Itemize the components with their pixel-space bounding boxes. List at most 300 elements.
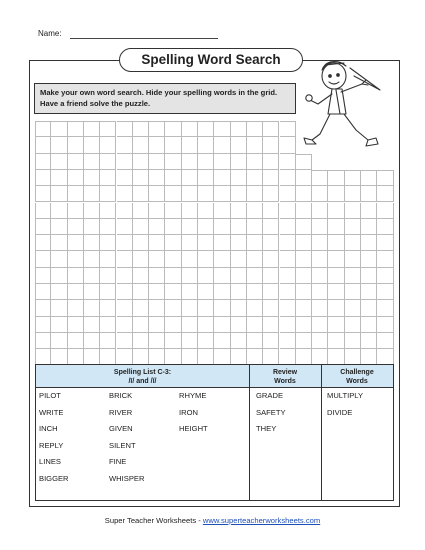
grid-cell[interactable] <box>345 284 361 300</box>
grid-cell[interactable] <box>100 317 116 333</box>
grid-cell[interactable] <box>182 268 198 284</box>
grid-cell[interactable] <box>165 186 181 202</box>
grid-cell[interactable] <box>133 154 149 170</box>
grid-cell[interactable] <box>328 186 344 202</box>
grid-cell[interactable] <box>214 251 230 267</box>
grid-cell[interactable] <box>345 235 361 251</box>
grid-cell[interactable] <box>68 186 84 202</box>
grid-cell[interactable] <box>51 300 67 316</box>
grid-cell[interactable] <box>182 284 198 300</box>
grid-cell[interactable] <box>247 154 263 170</box>
grid-cell[interactable] <box>361 333 377 349</box>
grid-cell[interactable] <box>51 186 67 202</box>
grid-cell[interactable] <box>345 333 361 349</box>
grid-cell[interactable] <box>296 219 312 235</box>
grid-cell[interactable] <box>68 251 84 267</box>
grid-cell[interactable] <box>35 317 51 333</box>
grid-cell[interactable] <box>280 251 296 267</box>
grid-cell[interactable] <box>214 333 230 349</box>
grid-cell[interactable] <box>361 170 377 186</box>
grid-cell[interactable] <box>84 219 100 235</box>
grid-cell[interactable] <box>133 170 149 186</box>
grid-cell[interactable] <box>84 137 100 153</box>
grid-cell[interactable] <box>182 186 198 202</box>
grid-cell[interactable] <box>84 268 100 284</box>
grid-cell[interactable] <box>182 300 198 316</box>
grid-cell[interactable] <box>182 219 198 235</box>
grid-cell[interactable] <box>296 300 312 316</box>
grid-cell[interactable] <box>377 284 393 300</box>
grid-cell[interactable] <box>68 170 84 186</box>
grid-cell[interactable] <box>35 268 51 284</box>
grid-cell[interactable] <box>280 121 296 137</box>
grid-cell[interactable] <box>133 284 149 300</box>
grid-cell[interactable] <box>133 219 149 235</box>
grid-cell[interactable] <box>165 203 181 219</box>
grid-cell[interactable] <box>296 268 312 284</box>
spelling-word-table <box>35 364 394 501</box>
grid-cell[interactable] <box>280 235 296 251</box>
grid-cell[interactable] <box>100 137 116 153</box>
grid-cell[interactable] <box>312 186 328 202</box>
grid-cell[interactable] <box>165 219 181 235</box>
grid-cell[interactable] <box>133 268 149 284</box>
grid-cell[interactable] <box>149 268 165 284</box>
grid-cell[interactable] <box>231 317 247 333</box>
grid-cell[interactable] <box>377 219 393 235</box>
grid-cell[interactable] <box>182 235 198 251</box>
grid-cell[interactable] <box>312 317 328 333</box>
grid-cell[interactable] <box>312 284 328 300</box>
grid-cell[interactable] <box>263 219 279 235</box>
grid-cell[interactable] <box>165 235 181 251</box>
grid-cell[interactable] <box>198 170 214 186</box>
grid-cell[interactable] <box>68 235 84 251</box>
grid-cell[interactable] <box>312 235 328 251</box>
grid-cell[interactable] <box>231 235 247 251</box>
grid-cell[interactable] <box>377 300 393 316</box>
grid-cell[interactable] <box>133 300 149 316</box>
grid-cell[interactable] <box>377 203 393 219</box>
grid-cell[interactable] <box>51 170 67 186</box>
grid-cell[interactable] <box>198 284 214 300</box>
grid-cell[interactable] <box>361 284 377 300</box>
grid-cell[interactable] <box>117 300 133 316</box>
grid-cell[interactable] <box>198 186 214 202</box>
grid-cell[interactable] <box>214 186 230 202</box>
grid-cell[interactable] <box>198 333 214 349</box>
grid-cell[interactable] <box>328 300 344 316</box>
grid-cell[interactable] <box>165 154 181 170</box>
grid-cell[interactable] <box>361 317 377 333</box>
grid-cell[interactable] <box>214 300 230 316</box>
grid-cell[interactable] <box>328 284 344 300</box>
grid-cell[interactable] <box>35 300 51 316</box>
grid-cell[interactable] <box>165 284 181 300</box>
grid-cell[interactable] <box>198 268 214 284</box>
grid-cell[interactable] <box>51 268 67 284</box>
grid-cell[interactable] <box>263 121 279 137</box>
grid-cell[interactable] <box>165 300 181 316</box>
grid-cell[interactable] <box>117 333 133 349</box>
grid-cell[interactable] <box>117 121 133 137</box>
grid-cell[interactable] <box>51 317 67 333</box>
grid-cell[interactable] <box>377 251 393 267</box>
grid-cell[interactable] <box>263 154 279 170</box>
grid-cell[interactable] <box>296 154 312 170</box>
grid-cell[interactable] <box>296 186 312 202</box>
grid-cell[interactable] <box>198 121 214 137</box>
grid-cell[interactable] <box>263 300 279 316</box>
grid-cell[interactable] <box>165 333 181 349</box>
grid-cell[interactable] <box>231 154 247 170</box>
grid-cell[interactable] <box>149 137 165 153</box>
grid-cell[interactable] <box>214 170 230 186</box>
grid-cell[interactable] <box>280 186 296 202</box>
grid-cell[interactable] <box>133 121 149 137</box>
grid-cell[interactable] <box>231 284 247 300</box>
grid-cell[interactable] <box>361 300 377 316</box>
grid-cell[interactable] <box>231 137 247 153</box>
grid-cell[interactable] <box>100 333 116 349</box>
grid-cell[interactable] <box>100 154 116 170</box>
grid-cell[interactable] <box>182 203 198 219</box>
grid-cell[interactable] <box>84 251 100 267</box>
grid-cell[interactable] <box>247 137 263 153</box>
grid-cell[interactable] <box>247 268 263 284</box>
grid-cell[interactable] <box>149 170 165 186</box>
grid-cell[interactable] <box>231 170 247 186</box>
grid-cell[interactable] <box>263 235 279 251</box>
grid-cell[interactable] <box>117 235 133 251</box>
grid-cell[interactable] <box>377 268 393 284</box>
grid-cell[interactable] <box>149 251 165 267</box>
grid-cell[interactable] <box>214 268 230 284</box>
grid-cell[interactable] <box>214 121 230 137</box>
grid-cell[interactable] <box>345 317 361 333</box>
grid-cell[interactable] <box>51 154 67 170</box>
grid-cell[interactable] <box>149 121 165 137</box>
grid-cell[interactable] <box>345 251 361 267</box>
grid-cell[interactable] <box>231 333 247 349</box>
grid-cell[interactable] <box>100 170 116 186</box>
grid-cell[interactable] <box>51 284 67 300</box>
grid-cell[interactable] <box>84 170 100 186</box>
grid-cell[interactable] <box>117 170 133 186</box>
grid-cell[interactable] <box>35 170 51 186</box>
grid-cell[interactable] <box>100 121 116 137</box>
grid-cell[interactable] <box>247 219 263 235</box>
grid-cell[interactable] <box>165 137 181 153</box>
grid-cell[interactable] <box>51 203 67 219</box>
grid-cell[interactable] <box>133 235 149 251</box>
grid-cell[interactable] <box>198 219 214 235</box>
grid-cell[interactable] <box>35 154 51 170</box>
grid-cell[interactable] <box>214 203 230 219</box>
grid-cell[interactable] <box>280 203 296 219</box>
grid-cell[interactable] <box>328 317 344 333</box>
word-list-item: GRADE <box>256 391 284 400</box>
grid-cell[interactable] <box>328 251 344 267</box>
grid-cell[interactable] <box>328 219 344 235</box>
grid-cell[interactable] <box>84 300 100 316</box>
grid-cell[interactable] <box>51 235 67 251</box>
grid-cell[interactable] <box>231 300 247 316</box>
grid-cell[interactable] <box>51 121 67 137</box>
grid-cell[interactable] <box>312 268 328 284</box>
grid-cell[interactable] <box>247 284 263 300</box>
grid-cell[interactable] <box>84 284 100 300</box>
grid-cell[interactable] <box>35 137 51 153</box>
grid-cell[interactable] <box>361 203 377 219</box>
grid-cell[interactable] <box>100 203 116 219</box>
grid-cell[interactable] <box>149 333 165 349</box>
grid-cell[interactable] <box>149 235 165 251</box>
grid-cell[interactable] <box>231 268 247 284</box>
grid-cell[interactable] <box>165 251 181 267</box>
footer-link[interactable]: www.superteacherworksheets.com <box>202 516 321 525</box>
grid-cell[interactable] <box>214 154 230 170</box>
grid-cell[interactable] <box>117 317 133 333</box>
grid-cell[interactable] <box>117 154 133 170</box>
grid-cell[interactable] <box>263 251 279 267</box>
grid-cell[interactable] <box>263 170 279 186</box>
grid-cell[interactable] <box>51 137 67 153</box>
grid-cell[interactable] <box>280 268 296 284</box>
grid-cell[interactable] <box>312 170 328 186</box>
grid-cell[interactable] <box>280 333 296 349</box>
grid-cell[interactable] <box>231 203 247 219</box>
grid-cell[interactable] <box>149 219 165 235</box>
review-header-line1: Review <box>272 369 298 376</box>
grid-cell[interactable] <box>198 317 214 333</box>
grid-cell[interactable] <box>35 219 51 235</box>
grid-cell[interactable] <box>68 284 84 300</box>
grid-cell[interactable] <box>117 219 133 235</box>
grid-cell[interactable] <box>328 268 344 284</box>
grid-cell[interactable] <box>247 300 263 316</box>
word-list-item: THEY <box>256 424 277 433</box>
grid-cell[interactable] <box>149 186 165 202</box>
grid-cell[interactable] <box>133 203 149 219</box>
grid-cell[interactable] <box>182 251 198 267</box>
grid-cell[interactable] <box>165 317 181 333</box>
grid-cell[interactable] <box>214 137 230 153</box>
grid-cell[interactable] <box>198 235 214 251</box>
grid-cell[interactable] <box>182 333 198 349</box>
grid-cell[interactable] <box>198 137 214 153</box>
grid-cell[interactable] <box>117 251 133 267</box>
grid-cell[interactable] <box>165 170 181 186</box>
grid-cell[interactable] <box>361 235 377 251</box>
grid-cell[interactable] <box>263 317 279 333</box>
grid-cell[interactable] <box>68 154 84 170</box>
grid-cell[interactable] <box>214 219 230 235</box>
grid-cell[interactable] <box>68 121 84 137</box>
grid-cell[interactable] <box>84 154 100 170</box>
grid-cell[interactable] <box>68 333 84 349</box>
grid-cell[interactable] <box>117 137 133 153</box>
grid-cell[interactable] <box>214 284 230 300</box>
grid-cell[interactable] <box>68 137 84 153</box>
grid-cell[interactable] <box>51 333 67 349</box>
name-field[interactable] <box>38 29 62 38</box>
grid-cell[interactable] <box>182 317 198 333</box>
word-list-item: DIVIDE <box>327 407 353 417</box>
grid-cell[interactable] <box>296 284 312 300</box>
grid-cell[interactable] <box>84 333 100 349</box>
grid-cell[interactable] <box>198 300 214 316</box>
grid-cell[interactable] <box>165 121 181 137</box>
grid-cell[interactable] <box>133 186 149 202</box>
grid-cell[interactable] <box>361 219 377 235</box>
grid-cell[interactable] <box>247 235 263 251</box>
grid-cell[interactable] <box>165 268 181 284</box>
grid-cell[interactable] <box>100 268 116 284</box>
grid-cell[interactable] <box>296 251 312 267</box>
grid-cell[interactable] <box>345 300 361 316</box>
grid-cell[interactable] <box>51 219 67 235</box>
grid-cell[interactable] <box>231 251 247 267</box>
grid-cell[interactable] <box>35 121 51 137</box>
grid-cell[interactable] <box>100 186 116 202</box>
grid-cell[interactable] <box>149 300 165 316</box>
grid-cell[interactable] <box>345 203 361 219</box>
grid-cell[interactable] <box>280 284 296 300</box>
grid-cell[interactable] <box>35 284 51 300</box>
grid-cell[interactable] <box>35 186 51 202</box>
grid-cell[interactable] <box>280 219 296 235</box>
grid-cell[interactable] <box>312 333 328 349</box>
grid-cell[interactable] <box>117 284 133 300</box>
grid-cell[interactable] <box>100 284 116 300</box>
grid-cell[interactable] <box>117 203 133 219</box>
grid-cell[interactable] <box>280 170 296 186</box>
grid-cell[interactable] <box>296 203 312 219</box>
grid-cell[interactable] <box>312 300 328 316</box>
grid-cell[interactable] <box>312 219 328 235</box>
grid-cell[interactable] <box>117 268 133 284</box>
grid-cell[interactable] <box>231 186 247 202</box>
grid-cell[interactable] <box>345 268 361 284</box>
grid-cell[interactable] <box>198 154 214 170</box>
grid-cell[interactable] <box>100 300 116 316</box>
grid-cell[interactable] <box>214 317 230 333</box>
grid-cell[interactable] <box>133 317 149 333</box>
grid-cell[interactable] <box>328 170 344 186</box>
grid-cell[interactable] <box>345 219 361 235</box>
grid-cell[interactable] <box>296 235 312 251</box>
grid-cell[interactable] <box>35 203 51 219</box>
grid-cell[interactable] <box>377 235 393 251</box>
grid-cell[interactable] <box>84 235 100 251</box>
grid-cell[interactable] <box>117 186 133 202</box>
grid-cell[interactable] <box>296 170 312 186</box>
grid-cell[interactable] <box>100 251 116 267</box>
grid-cell[interactable] <box>280 317 296 333</box>
grid-cell[interactable] <box>263 268 279 284</box>
grid-cell[interactable] <box>182 170 198 186</box>
grid-cell[interactable] <box>263 186 279 202</box>
grid-cell[interactable] <box>328 203 344 219</box>
grid-cell[interactable] <box>280 300 296 316</box>
grid-cell[interactable] <box>198 251 214 267</box>
grid-cell[interactable] <box>247 333 263 349</box>
word-search-grid[interactable] <box>35 121 394 366</box>
grid-cell[interactable] <box>133 251 149 267</box>
grid-cell[interactable] <box>312 251 328 267</box>
grid-cell[interactable] <box>182 121 198 137</box>
grid-cell[interactable] <box>149 284 165 300</box>
grid-cell[interactable] <box>149 317 165 333</box>
word-list-item: MULTIPLY <box>327 391 364 400</box>
grid-cell[interactable] <box>100 219 116 235</box>
grid-cell[interactable] <box>280 137 296 153</box>
grid-cell[interactable] <box>377 186 393 202</box>
grid-cell[interactable] <box>247 203 263 219</box>
grid-cell[interactable] <box>263 333 279 349</box>
grid-cell[interactable] <box>182 154 198 170</box>
grid-cell[interactable] <box>68 203 84 219</box>
grid-cell[interactable] <box>263 203 279 219</box>
grid-cell[interactable] <box>312 203 328 219</box>
grid-cell[interactable] <box>84 186 100 202</box>
grid-cell[interactable] <box>263 137 279 153</box>
grid-cell[interactable] <box>247 170 263 186</box>
grid-cell[interactable] <box>361 251 377 267</box>
grid-cell[interactable] <box>100 235 116 251</box>
grid-cell[interactable] <box>84 121 100 137</box>
grid-cell[interactable] <box>84 317 100 333</box>
grid-cell[interactable] <box>198 203 214 219</box>
grid-cell[interactable] <box>68 317 84 333</box>
grid-cell[interactable] <box>361 268 377 284</box>
grid-cell[interactable] <box>51 251 67 267</box>
grid-cell[interactable] <box>68 219 84 235</box>
grid-cell[interactable] <box>377 333 393 349</box>
grid-cell[interactable] <box>296 333 312 349</box>
grid-cell[interactable] <box>247 186 263 202</box>
grid-cell[interactable] <box>377 317 393 333</box>
grid-cell[interactable] <box>361 186 377 202</box>
grid-cell[interactable] <box>68 300 84 316</box>
grid-cell[interactable] <box>133 333 149 349</box>
grid-cell[interactable] <box>345 186 361 202</box>
grid-cell[interactable] <box>231 219 247 235</box>
grid-cell[interactable] <box>214 235 230 251</box>
grid-cell[interactable] <box>35 235 51 251</box>
grid-cell[interactable] <box>182 137 198 153</box>
grid-cell[interactable] <box>149 154 165 170</box>
grid-cell[interactable] <box>133 137 149 153</box>
grid-cell[interactable] <box>231 121 247 137</box>
grid-cell[interactable] <box>328 333 344 349</box>
grid-cell[interactable] <box>35 333 51 349</box>
grid-cell[interactable] <box>377 170 393 186</box>
grid-cell[interactable] <box>247 251 263 267</box>
grid-cell[interactable] <box>149 203 165 219</box>
grid-cell[interactable] <box>247 317 263 333</box>
grid-cell[interactable] <box>84 203 100 219</box>
grid-cell[interactable] <box>328 235 344 251</box>
grid-cell[interactable] <box>35 251 51 267</box>
grid-cell[interactable] <box>296 317 312 333</box>
grid-cell[interactable] <box>280 154 296 170</box>
grid-cell[interactable] <box>345 170 361 186</box>
grid-cell[interactable] <box>263 284 279 300</box>
grid-cell[interactable] <box>247 121 263 137</box>
grid-cell[interactable] <box>68 268 84 284</box>
